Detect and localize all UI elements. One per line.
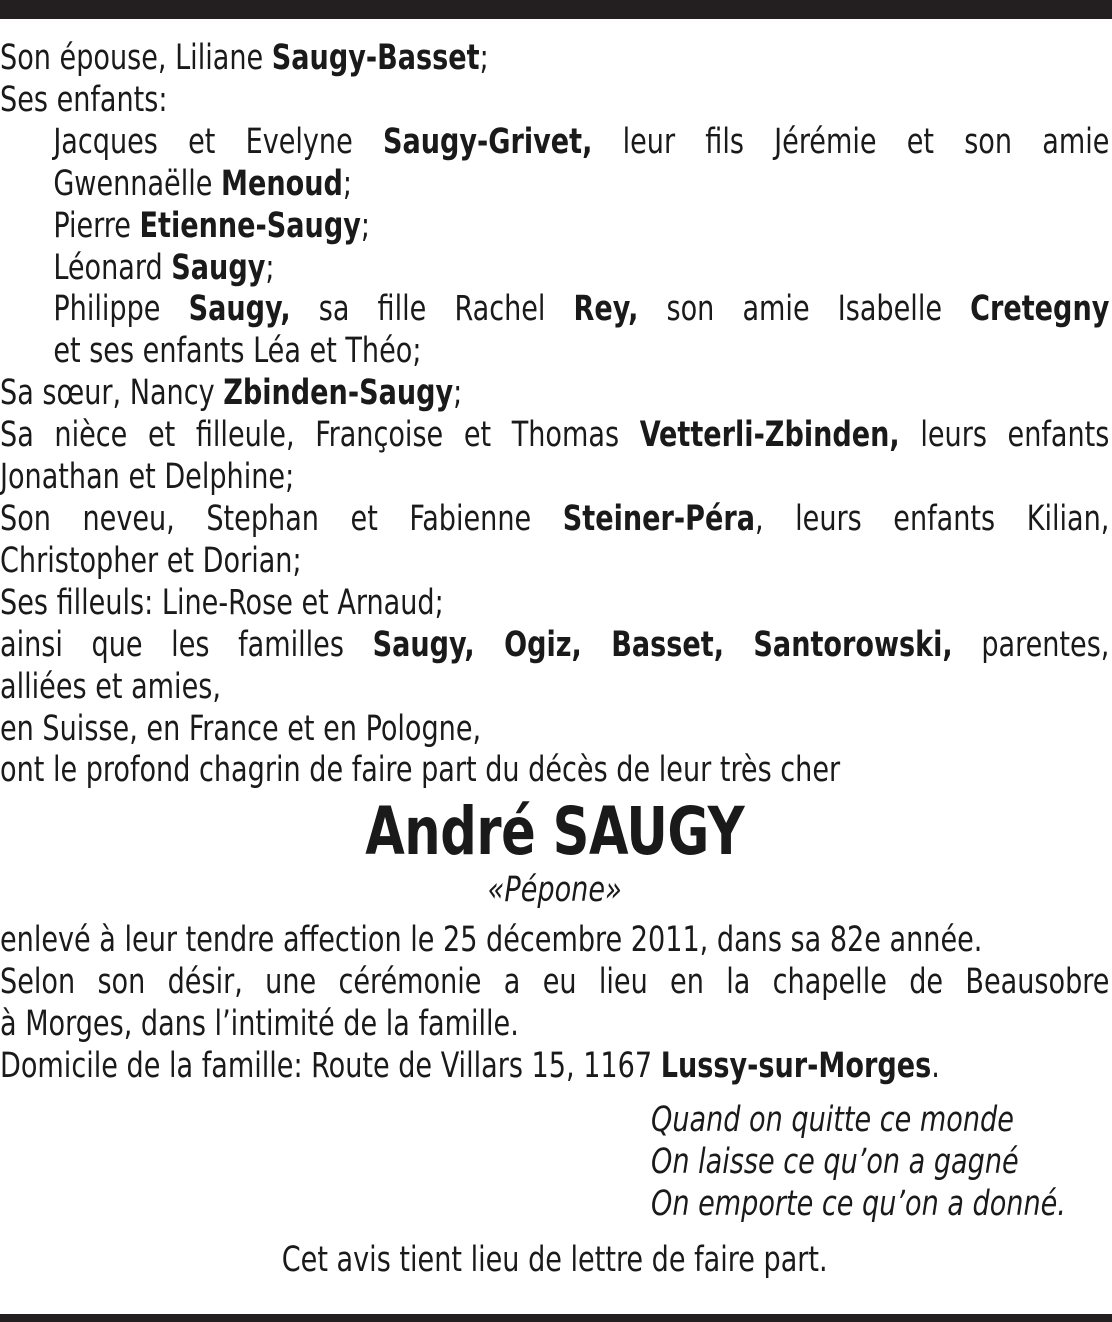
poem-line: On emporte ce qu’on a donné. [651,1183,1066,1224]
announcement-line: ont le profond chagrin de faire part du décès de leur très cher [0,750,841,791]
godchildren-line: Ses filleuls: Line-Rose et Arnaud; [0,582,444,623]
wife-line: Son épouse, Liliane Saugy-Basset; [0,38,489,78]
poem-line: Quand on quitte ce monde [651,1099,1014,1140]
niece-line-1: Sa nièce et filleule, Françoise et Thomas Vetterli-Zbinden, leurs enfants [0,415,1110,456]
niece-line-2: Jonathan et Delphine; [0,457,295,498]
families-line-2: alliées et amies, [0,666,221,707]
deceased-nickname: «Pépone» [487,870,622,911]
top-rule [0,0,1112,19]
domicile-line: Domicile de la famille: Route de Villars 15, 1167 Lussy-sur-Morges. [0,1046,940,1087]
poem [0,1100,1109,1226]
sister-line: Sa sœur, Nancy Zbinden-Saugy; [0,373,463,414]
deceased-name: André SAUGY [365,793,745,871]
death-line: enlevé à leur tendre affection le 25 décembre 2011, dans sa 82e année. [0,920,983,961]
poem-line: On laisse ce qu’on a gagné [651,1141,1019,1182]
child-4-line-2: et ses enfants Léa et Théo; [53,331,422,372]
child-4-line-1: Philippe Saugy, sa fille Rachel Rey, son amie Isabelle Cretegny [53,289,1110,330]
bottom-rule [0,1314,1112,1322]
children-heading: Ses enfants: [0,79,168,120]
child-2-line: Pierre Etienne-Saugy; [53,205,371,246]
child-1-line-1: Jacques et Evelyne Saugy-Grivet, leur fils Jérémie et son amie [53,121,1110,162]
families-line-1: ainsi que les familles Saugy, Ogiz, Basset, Santorowski, parentes, [0,624,1110,665]
nephew-line-2: Christopher et Dorian; [0,540,302,581]
ceremony-line-2: à Morges, dans l’intimité de la famille. [0,1004,519,1045]
countries-line: en Suisse, en France et en Pologne, [0,708,482,749]
closing-line: Cet avis tient lieu de lettre de faire part. [281,1239,828,1280]
obituary-body [0,38,1109,1282]
child-1-line-2: Gwennaëlle Menoud; [53,163,353,204]
nephew-line-1: Son neveu, Stephan et Fabienne Steiner-Péra, leurs enfants Kilian, [0,498,1110,539]
ceremony-line-1: Selon son désir, une cérémonie a eu lieu en la chapelle de Beausobre [0,962,1110,1003]
child-3-line: Léonard Saugy; [53,247,275,288]
